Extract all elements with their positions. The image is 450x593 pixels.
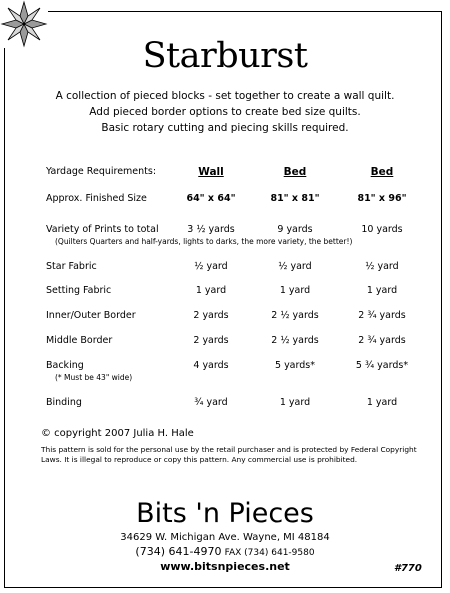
intro-line: Basic rotary cutting and piecing skills required. [101, 122, 349, 134]
table-header [0, 166, 450, 182]
contact-block [0, 531, 450, 560]
row-label: Setting Fabric [46, 285, 112, 296]
header-label: Yardage Requirements: [46, 166, 157, 177]
row-value: 1 yard [279, 397, 311, 408]
row-value: 2 ½ yards [271, 310, 319, 321]
row-value: 5 ¾ yards* [355, 360, 409, 371]
row-value: 9 yards [277, 224, 313, 235]
row-value: 1 yard [366, 397, 398, 408]
row-value: 2 ¾ yards [358, 335, 406, 346]
row-value: 3 ½ yards [187, 224, 235, 235]
header-bed: Bed [283, 166, 307, 178]
table-row [0, 193, 450, 209]
row-value: 81" x 81" [270, 193, 320, 204]
row-label: Approx. Finished Size [46, 193, 147, 204]
table-row [0, 335, 450, 351]
table-row [0, 224, 450, 246]
row-value: ¾ yard [194, 397, 228, 408]
pattern-number: #770 [394, 563, 422, 574]
row-value: 64" x 64" [186, 193, 236, 204]
header-wall: Wall [198, 166, 224, 178]
row-label: Middle Border [46, 335, 113, 346]
legal-notice: This pattern is sold for the personal use by the retail purchaser and is protected by Federal Copyright Laws. It is illegal to reproduce or copy this pattern. Any commercial use is prohibited. [41, 445, 417, 464]
row-value: 2 ½ yards [271, 335, 319, 346]
phone-number: (734) 641-4970 [135, 545, 222, 558]
row-label: Binding [46, 397, 82, 408]
table-row [0, 285, 450, 301]
row-value: ½ yard [278, 261, 312, 272]
header-bed-long: Bed [370, 166, 394, 178]
row-value: 10 yards [361, 224, 403, 235]
row-value: 1 yard [279, 285, 311, 296]
table-row [0, 397, 450, 413]
fax-number: FAX (734) 641-9580 [224, 548, 315, 558]
brand-name: Bits 'n Pieces [136, 498, 314, 529]
street-address: 34629 W. Michigan Ave. Wayne, MI 48184 [120, 532, 330, 543]
row-label: Star Fabric [46, 261, 97, 272]
row-value: 1 yard [366, 285, 398, 296]
row-note: (* Must be 43" wide) [55, 373, 133, 382]
copyright-notice: © copyright 2007 Julia H. Hale [41, 428, 194, 439]
row-note: (Quilters Quarters and half-yards, lights to darks, the more variety, the better!) [55, 237, 353, 246]
website-link[interactable]: www.bitsnpieces.net [160, 560, 290, 573]
intro-text [0, 88, 450, 136]
row-value: 2 yards [193, 335, 229, 346]
row-label: Backing [46, 360, 84, 371]
table-row [0, 261, 450, 277]
page-title: Starburst [142, 36, 308, 76]
table-row [0, 360, 450, 382]
table-row [0, 310, 450, 326]
row-value: 1 yard [195, 285, 227, 296]
row-value: ½ yard [194, 261, 228, 272]
intro-line: A collection of pieced blocks - set together to create a wall quilt. [55, 90, 395, 102]
row-value: 4 yards [193, 360, 229, 371]
row-value: 2 yards [193, 310, 229, 321]
phone-line [0, 545, 450, 560]
row-value: 81" x 96" [357, 193, 407, 204]
row-value: 5 yards* [275, 360, 315, 371]
row-value: ½ yard [365, 261, 399, 272]
intro-line: Add pieced border options to create bed size quilts. [89, 106, 361, 118]
row-value: 2 ¾ yards [358, 310, 406, 321]
row-label: Inner/Outer Border [46, 310, 136, 321]
row-label: Variety of Prints to total [46, 224, 159, 235]
